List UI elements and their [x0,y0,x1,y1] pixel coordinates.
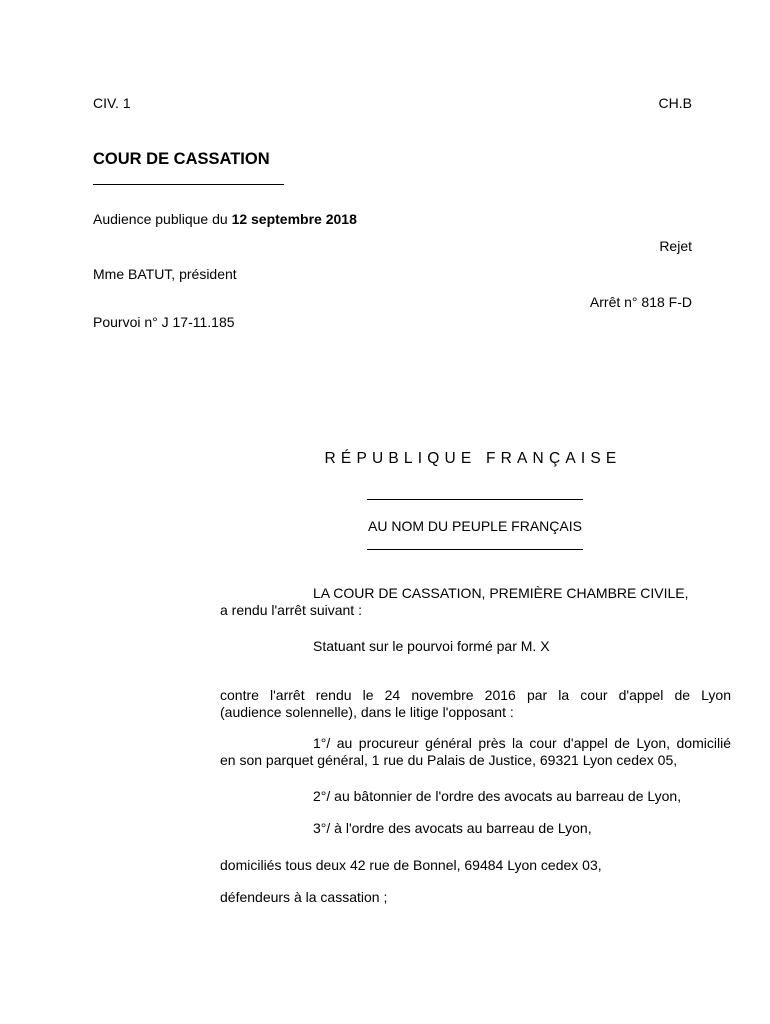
arret-number: Arrêt n° 818 F-D [589,294,692,310]
paragraph-defendeurs [220,889,731,906]
decision-outcome: Rejet [659,238,692,254]
paragraph-cour [220,585,731,619]
paragraph-batonnier-text: 2°/ au bâtonnier de l'ordre des avocats au barreau de Lyon, [313,788,682,804]
paragraph-ordre [220,820,731,837]
hearing-label: Audience publique du [93,211,232,227]
au-nom-du-peuple: AU NOM DU PEUPLE FRANÇAIS [368,518,582,534]
paragraph-statuant [220,638,731,655]
paragraph-defendeurs-text: défendeurs à la cassation ; [220,889,388,905]
paragraph-domicilies-text: domiciliés tous deux 42 rue de Bonnel, 69484 Lyon cedex 03, [220,857,602,873]
paragraph-ordre-text: 3°/ à l'ordre des avocats au barreau de Lyon, [313,820,592,836]
paragraph-procureur-line2: en son parquet général, 1 rue du Palais de Justice, 69321 Lyon cedex 05, [220,752,678,768]
court-title-underline [93,184,284,185]
pourvoi-number: Pourvoi n° J 17-11.185 [93,314,235,330]
republique-francaise: RÉPUBLIQUE FRANÇAISE [324,450,622,467]
court-title: COUR DE CASSATION [93,150,270,168]
chamber-code: CIV. 1 [93,95,131,111]
hearing-line [93,211,357,227]
hearing-date: 12 septembre 2018 [231,211,357,227]
paragraph-cour-line1: LA COUR DE CASSATION, PREMIÈRE CHAMBRE CIVILE, [313,585,689,601]
paragraph-cour-line2: a rendu l'arrêt suivant : [220,602,362,618]
president: Mme BATUT, président [93,266,237,282]
paragraph-domicilies [220,857,731,874]
paragraph-batonnier [220,788,731,805]
banner-rule-top [367,499,583,500]
paragraph-procureur-line1: 1°/ au procureur général près la cour d'appel de Lyon, domicilié [313,735,731,751]
banner-rule-bottom [367,549,583,550]
paragraph-contre-line1: contre l'arrêt rendu le 24 novembre 2016 par la cour d'appel de Lyon [220,687,731,703]
paragraph-contre-line2: (audience solennelle), dans le litige l'opposant : [220,704,514,720]
paragraph-statuant-text: Statuant sur le pourvoi formé par M. X [313,638,550,654]
paragraph-procureur [220,735,731,769]
clerk-initials: CH.B [658,95,692,111]
paragraph-contre [220,687,731,721]
